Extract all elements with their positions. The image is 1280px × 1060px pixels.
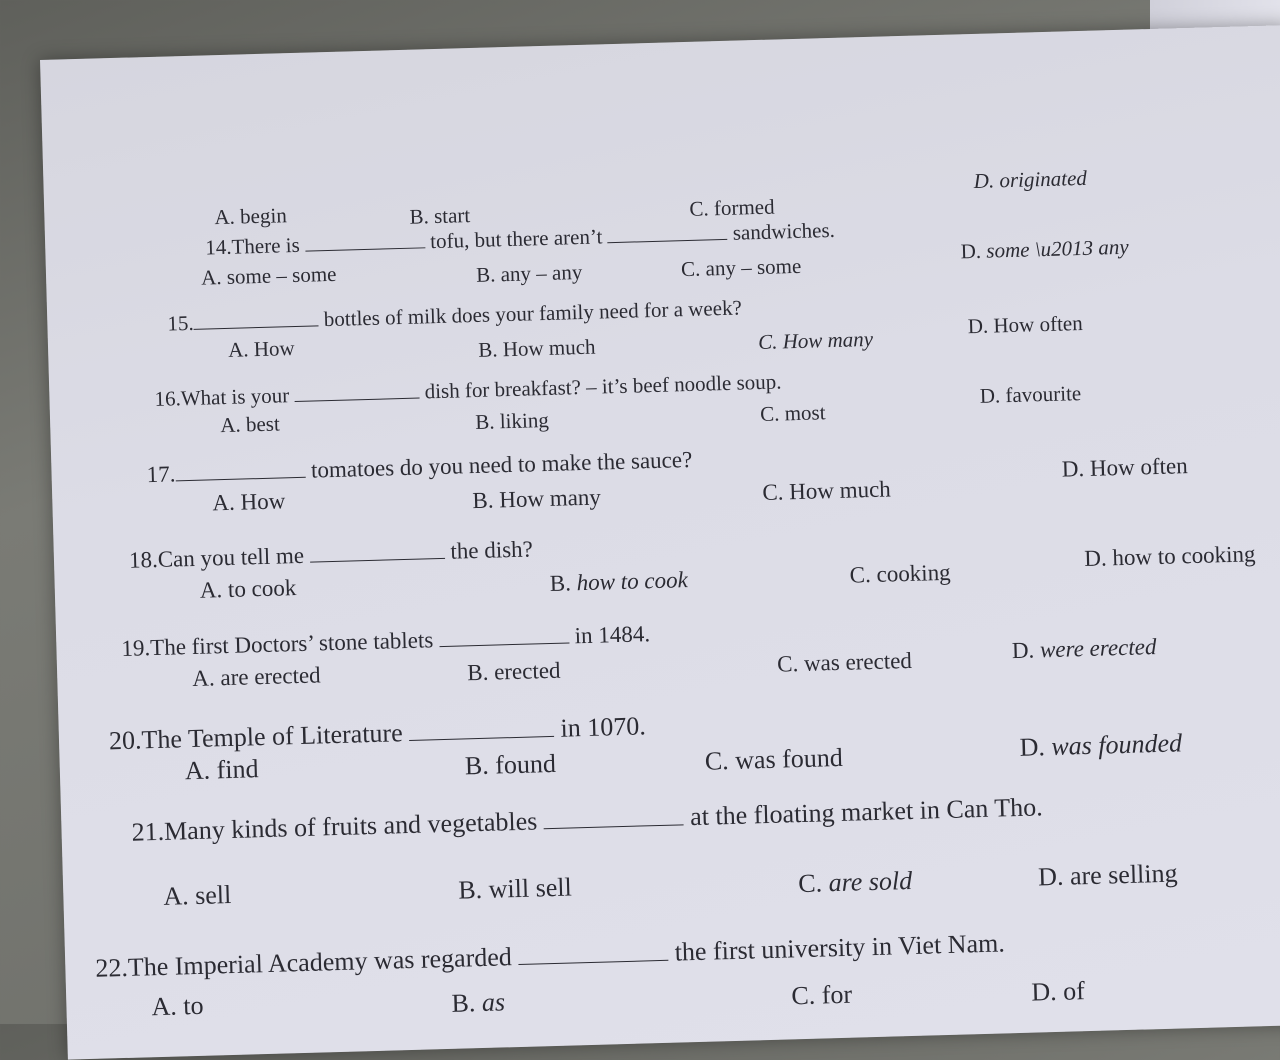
q17-option-a: A. How — [212, 488, 286, 516]
question-text: What is your — [180, 383, 290, 411]
question-text: the dish? — [450, 536, 534, 564]
question-22 — [95, 928, 1005, 983]
question-number: 15. — [167, 310, 194, 336]
q21-option-b: B. will sell — [457, 872, 573, 905]
question-text: The first Doctors’ stone tablets — [149, 627, 434, 661]
question-text: Can you tell me — [157, 542, 305, 572]
q18-option-d: D. how to cooking — [1083, 541, 1256, 572]
question-text: The Imperial Academy was regarded — [127, 942, 513, 982]
question-number: 17. — [146, 461, 176, 488]
question-number: 14. — [204, 234, 232, 260]
q22-option-d: D. of — [1031, 976, 1086, 1007]
q22-option-c: C. for — [791, 979, 853, 1011]
question-number: 22. — [94, 952, 129, 983]
question-number: 19. — [121, 635, 151, 661]
question-text: Many kinds of fruits and vegetables — [163, 806, 538, 846]
q14-option-c: C. any – some — [680, 253, 802, 282]
question-text: in 1484. — [574, 621, 651, 649]
q15-option-d: D. How often — [967, 310, 1083, 339]
q14-option-b: B. any – any — [475, 259, 583, 287]
q20-option-d: D. was founded — [1019, 728, 1183, 762]
q13-option-c: C. formed — [689, 194, 775, 221]
question-21 — [131, 792, 1043, 847]
question-18 — [129, 536, 534, 573]
q22-option-a: A. to — [151, 990, 204, 1022]
q15-option-c: C. How many — [757, 326, 874, 355]
q13-option-d: D. originated — [973, 165, 1088, 193]
q16-option-d: D. favourite — [979, 381, 1082, 408]
answer-blank — [310, 557, 445, 563]
q13-option-b: B. start — [409, 203, 471, 229]
question-15 — [167, 296, 742, 337]
question-text: dish for breakfast? – it’s beef noodle soup. — [424, 369, 782, 404]
worksheet-page — [40, 25, 1280, 1060]
q19-option-c: C. was erected — [776, 647, 913, 677]
q19-option-b: B. erected — [466, 657, 561, 686]
question-text: tomatoes do you need to make the sauce? — [310, 446, 693, 483]
answer-blank — [439, 641, 569, 647]
question-text: The Temple of Literature — [141, 718, 404, 755]
q21-option-c: C. are sold — [797, 865, 913, 899]
q19-option-d: D. were erected — [1011, 634, 1157, 664]
answer-blank — [544, 823, 684, 829]
question-16 — [154, 369, 782, 412]
q15-option-b: B. How much — [477, 334, 596, 362]
answer-blank — [518, 959, 668, 965]
q20-option-c: C. was found — [704, 742, 844, 776]
q19-option-a: A. are erected — [191, 662, 321, 691]
q14-option-d: D. some \u2013 any — [960, 234, 1129, 264]
answer-blank — [305, 246, 425, 251]
question-text: tofu, but there aren’t — [429, 224, 603, 254]
answer-blank — [608, 238, 728, 243]
q13-option-a: A. begin — [214, 203, 288, 230]
answer-blank — [176, 476, 306, 482]
question-number: 16. — [154, 386, 182, 411]
question-number: 21. — [131, 816, 165, 847]
question-text: in 1070. — [560, 711, 647, 743]
answer-blank — [194, 324, 319, 329]
q18-option-b: B. how to cook — [549, 567, 689, 596]
question-17 — [146, 447, 692, 488]
q18-option-c: C. cooking — [849, 559, 951, 588]
question-14 — [205, 218, 835, 261]
q22-option-b: B. as — [451, 987, 506, 1018]
q14-option-a: A. some – some — [200, 261, 337, 290]
question-20 — [109, 711, 647, 756]
question-text: There is — [231, 232, 301, 259]
question-text: bottles of milk does your family need for a week? — [323, 295, 743, 332]
question-number: 20. — [108, 725, 142, 756]
answer-blank — [409, 735, 554, 741]
question-text: the first university in Viet Nam. — [674, 928, 1006, 967]
question-text: sandwiches. — [732, 217, 836, 245]
q17-option-c: C. How much — [762, 476, 892, 505]
q16-option-a: A. best — [219, 411, 281, 438]
q16-option-b: B. liking — [474, 407, 550, 434]
question-19 — [121, 621, 650, 662]
q15-option-a: A. How — [227, 336, 295, 362]
q16-option-c: C. most — [759, 400, 826, 427]
q20-option-a: A. find — [184, 754, 259, 786]
q17-option-b: B. How many — [472, 484, 602, 514]
q21-option-d: D. are selling — [1037, 858, 1178, 892]
q21-option-a: A. sell — [162, 879, 232, 911]
question-number: 18. — [128, 546, 159, 573]
q17-option-d: D. How often — [1061, 453, 1188, 482]
q20-option-b: B. found — [464, 748, 557, 781]
question-text: at the floating market in Can Tho. — [689, 792, 1044, 832]
answer-blank — [295, 397, 420, 402]
q18-option-a: A. to cook — [199, 575, 297, 603]
